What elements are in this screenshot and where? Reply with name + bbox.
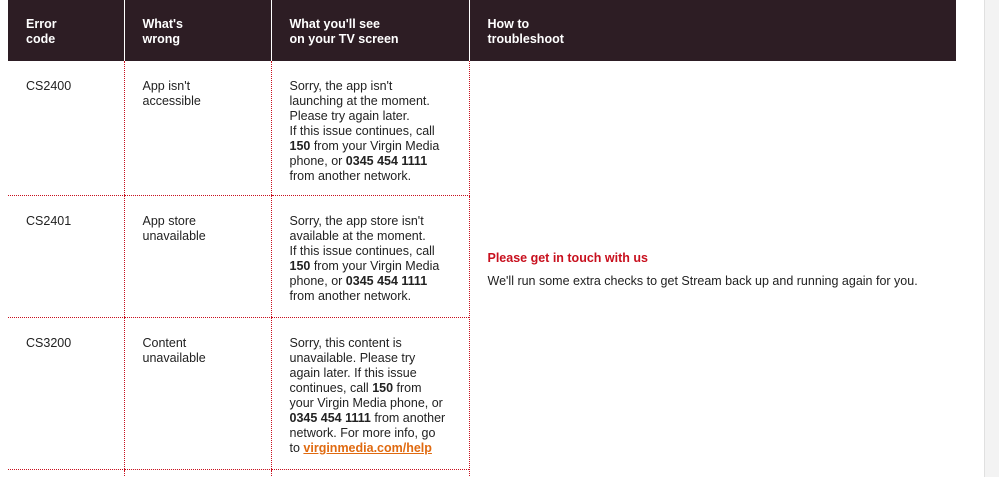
- header-error-code: Error code: [8, 0, 124, 61]
- whats-wrong-cell: Content unavailable: [124, 318, 271, 470]
- whats-wrong-cell: [124, 470, 271, 477]
- header-tv-screen: What you'll see on your TV screen: [271, 0, 469, 61]
- help-link[interactable]: virginmedia.com/help: [303, 441, 432, 455]
- error-code-cell: CS2400: [8, 61, 124, 196]
- tv-message-cell: Sorry, the app isn't launching at the moment. Please try again later. If this issue continues, call 150 from your Virgin Media phone, or 0345 454 1111 from another network.: [271, 61, 469, 196]
- tv-message-cell: Sorry, this content is unavailable. Please try again later. If this issue continues, call 150 from your Virgin Media phone, or 0345 454 1111 from another network. For more info, go to virginmedia.com/help: [271, 318, 469, 470]
- error-code-cell: CS3200: [8, 318, 124, 470]
- error-code-cell: [8, 470, 124, 477]
- troubleshoot-heading: Please get in touch with us: [487, 250, 648, 265]
- troubleshoot-text: We'll run some extra checks to get Stream back up and running again for you.: [487, 273, 918, 288]
- vertical-scrollbar[interactable]: [984, 0, 999, 477]
- error-code-cell: CS2401: [8, 196, 124, 318]
- troubleshoot-cell: [469, 61, 956, 477]
- tv-message-cell: Sorry, the app store isn't available at the moment. If this issue continues, call 150 from your Virgin Media phone, or 0345 454 1111 from another network.: [271, 196, 469, 318]
- whats-wrong-cell: App isn't accessible: [124, 61, 271, 196]
- error-code-table: [8, 0, 956, 477]
- header-whats-wrong: What's wrong: [124, 0, 271, 61]
- whats-wrong-cell: App store unavailable: [124, 196, 271, 318]
- header-troubleshoot: How to troubleshoot: [469, 0, 956, 61]
- table-row: [8, 61, 956, 196]
- tv-message-cell: [271, 470, 469, 477]
- table-header-row: [8, 0, 956, 61]
